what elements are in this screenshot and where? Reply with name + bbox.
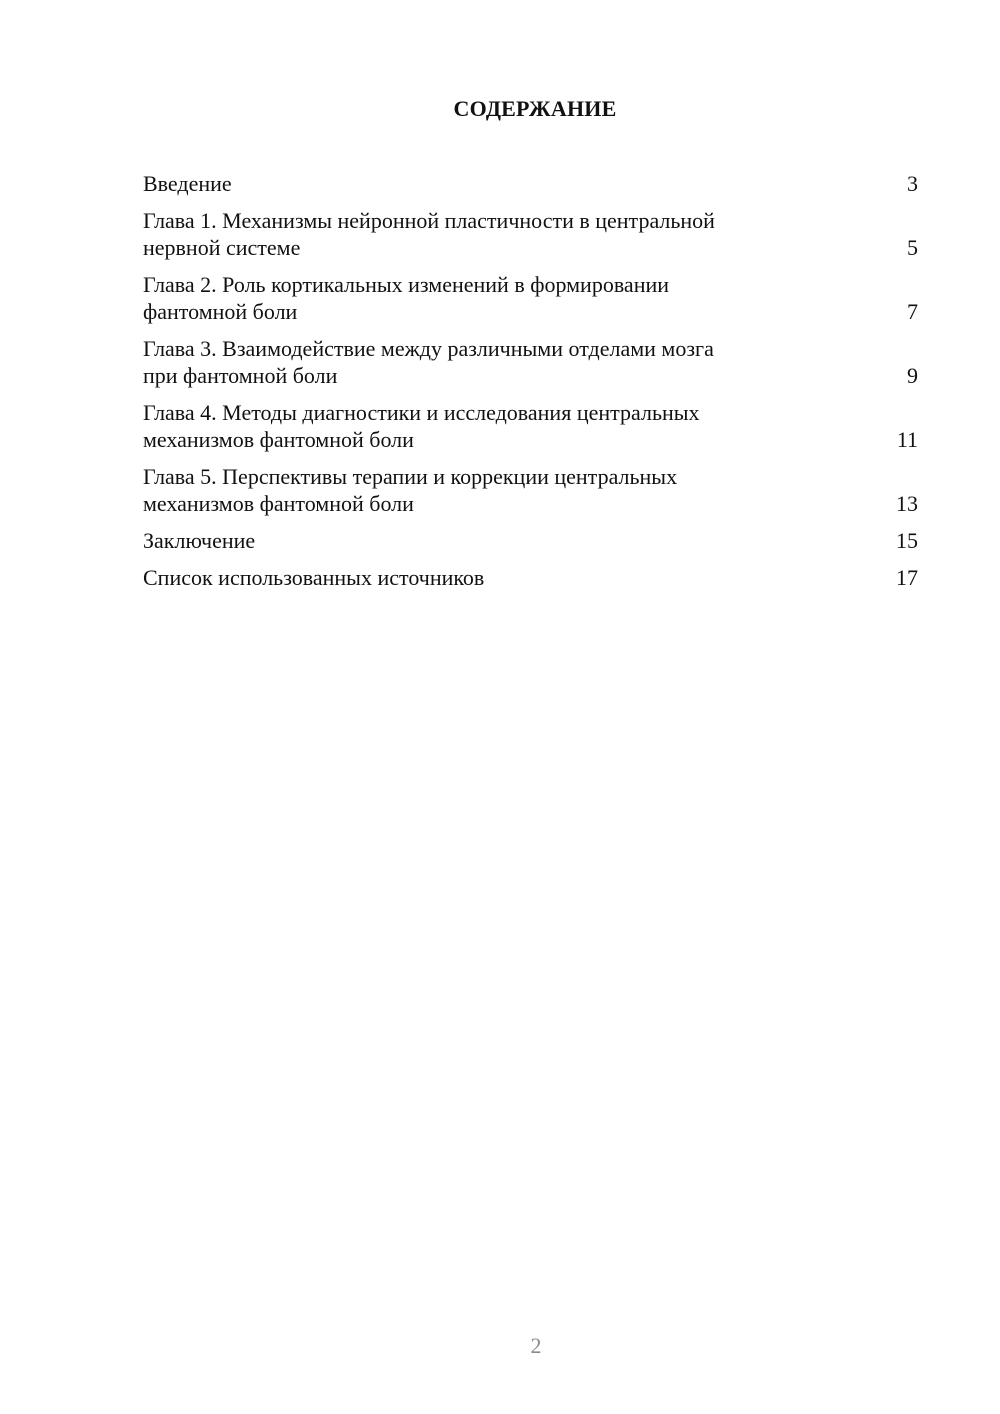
page-title: СОДЕРЖАНИЕ bbox=[453, 96, 617, 121]
toc-entry-title: Глава 5. Перспективы терапии и коррекции центральных механизмов фантомной боли bbox=[143, 464, 678, 516]
toc-entry-page: 13 bbox=[896, 491, 918, 516]
toc-entry-page: 3 bbox=[907, 171, 918, 196]
toc-entry-title: Глава 4. Методы диагностики и исследования центральных механизмов фантомной боли bbox=[143, 400, 700, 452]
toc-entry-page: 17 bbox=[896, 565, 918, 590]
toc-entry-chapter-1 bbox=[143, 207, 918, 261]
toc-entry-page: 7 bbox=[907, 299, 918, 324]
toc-entry-chapter-2 bbox=[143, 271, 918, 325]
toc-entry-references bbox=[143, 564, 918, 591]
toc-entry-title: Список использованных источников bbox=[143, 565, 485, 590]
toc-entry-page: 9 bbox=[907, 363, 918, 388]
toc-entry-chapter-3 bbox=[143, 335, 918, 389]
toc-entry-conclusion bbox=[143, 527, 918, 554]
toc-entry-title: Введение bbox=[143, 171, 232, 196]
toc-entry-chapter-5 bbox=[143, 463, 918, 517]
toc-entry-title: Глава 3. Взаимодействие между различными отделами мозга при фантомной боли bbox=[143, 336, 714, 388]
page-number: 2 bbox=[530, 1333, 542, 1358]
toc-entry-chapter-4 bbox=[143, 399, 918, 453]
toc-entry-title: Заключение bbox=[143, 528, 256, 553]
toc-entry-page: 11 bbox=[896, 427, 918, 452]
toc-entry-introduction bbox=[143, 170, 918, 197]
toc-entry-page: 15 bbox=[896, 528, 918, 553]
table-of-contents bbox=[143, 170, 918, 601]
toc-entry-page: 5 bbox=[907, 235, 918, 260]
toc-entry-title: Глава 1. Механизмы нейронной пластичности в центральной нервной системе bbox=[143, 208, 715, 260]
toc-entry-title: Глава 2. Роль кортикальных изменений в формировании фантомной боли bbox=[143, 272, 670, 324]
